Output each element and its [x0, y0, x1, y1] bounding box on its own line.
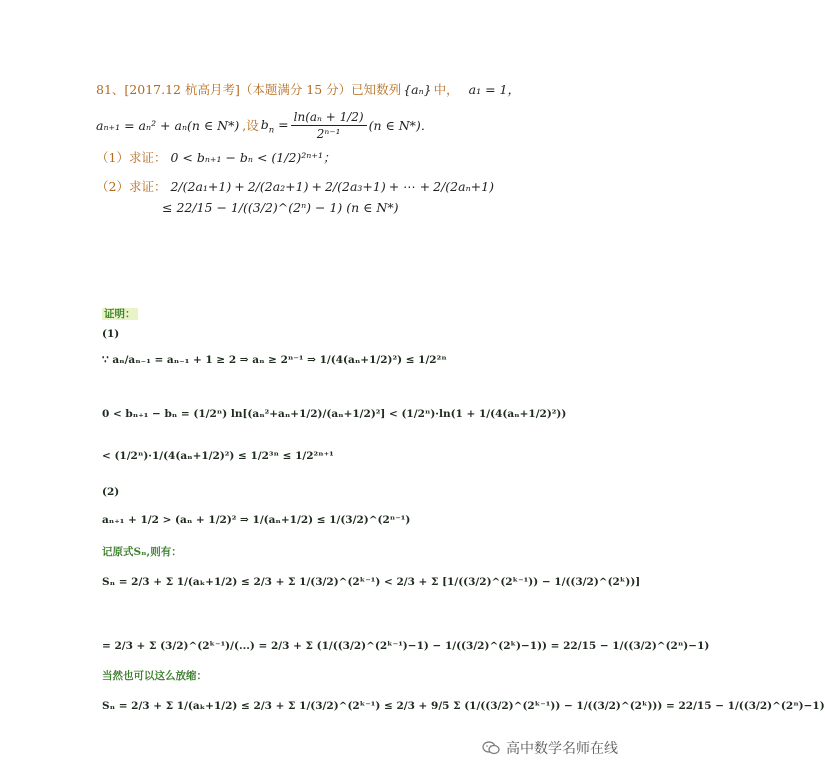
problem-header: 81、[2017.12 杭高月考]（本题满分 15 分）已知数列 [96, 81, 402, 97]
proof-line-1: ∵ aₙ/aₙ₋₁ = aₙ₋₁ + 1 ≥ 2 ⇒ aₙ ≥ 2ⁿ⁻¹ ⇒ 1/(4(aₙ+1/2)²) ≤ 1/2²ⁿ [102, 354, 447, 366]
let-b-label: ,设 [242, 118, 259, 134]
recurrence-formula: aₙ₊₁ = aₙ² + aₙ(n ∈ N*) [96, 118, 240, 134]
part2-term-1: 2/(2a₁+1) [170, 178, 232, 194]
proof-part1-label: (1) [102, 328, 120, 340]
part1-statement: 0 < bₙ₊₁ − bₙ < (1/2)²ⁿ⁺¹； [170, 149, 336, 165]
part2-row: （2）求证： 2/(2a₁+1) + 2/(2a₂+1) + 2/(2a₃+1) + ⋯ + 2/(2aₙ+1) [96, 178, 494, 194]
problem-statement [96, 78, 616, 215]
part2-label: （2）求证： [96, 178, 167, 194]
proof-line-7: = 2/3 + Σ (3/2)^(2ᵏ⁻¹)/(...) = 2/3 + Σ (1/((3/2)^(2ᵏ⁻¹)−1) − 1/((3/2)^(2ᵏ)−1)) = 22/15 − 1/((3/2)^(2ⁿ)−1) [102, 640, 710, 652]
b-definition-fraction [291, 110, 367, 142]
part2-term-n: 2/(2aₙ+1) [433, 178, 494, 194]
proof-part2-label: (2) [102, 486, 120, 498]
wechat-icon [482, 741, 500, 755]
part2-rhs-row [96, 200, 616, 215]
proof-line-9: Sₙ = 2/3 + Σ 1/(aₖ+1/2) ≤ 2/3 + Σ 1/(3/2)^(2ᵏ⁻¹) ≤ 2/3 + 9/5 Σ (1/((3/2)^(2ᵏ⁻¹)) − 1/((3/2)^(2ᵏ))) = 22/15 − 1/((3/2)^(2ⁿ)−1) [102, 700, 825, 712]
proof-title: 证明： [104, 308, 136, 320]
condition-prefix: 中， [433, 81, 459, 97]
proof-line-5: 记原式Sₙ,则有： [102, 546, 182, 558]
problem-header-row [96, 78, 616, 100]
part2-rhs: ≤ 22/15 − 1/((3/2)^(2ⁿ) − 1) (n ∈ N*) [162, 199, 399, 215]
part1-row [96, 150, 616, 165]
proof-line-4: aₙ₊₁ + 1/2 > (aₙ + 1/2)² ⇒ 1/(aₙ+1/2) ≤ 1/(3/2)^(2ⁿ⁻¹) [102, 514, 411, 526]
part1-label: （1）求证： [96, 149, 167, 165]
b-definition-numerator: ln(aₙ + 1/2) [291, 110, 367, 126]
part2-term-2: 2/(2a₂+1) [247, 178, 309, 194]
proof-line-2: 0 < bₙ₊₁ − bₙ = (1/2ⁿ) ln[(aₙ²+aₙ+1/2)/(aₙ+1/2)²] < (1/2ⁿ)·ln(1 + 1/(4(aₙ+1/2)²)) [102, 408, 567, 420]
sequence-symbol: {aₙ} [403, 81, 432, 97]
proof-line-6: Sₙ = 2/3 + Σ 1/(aₖ+1/2) ≤ 2/3 + Σ 1/(3/2)^(2ᵏ⁻¹) < 2/3 + Σ [1/((3/2)^(2ᵏ⁻¹)) − 1/((3/2)^(2ᵏ))] [102, 576, 641, 588]
recurrence-row: aₙ₊₁ = aₙ² + aₙ(n ∈ N*) ,设 $b_n$ = $\frac{\text{ln(aₙ + 1/2)}}{\text{2ⁿ⁻¹}}$ (n ∈ N*)． [96, 110, 434, 142]
b-definition-condition: (n ∈ N*)． [368, 118, 434, 134]
initial-condition: a₁ = 1， [468, 81, 520, 97]
watermark-text: 高中数学名师在线 [506, 741, 618, 757]
part2-term-3: 2/(2a₃+1) [324, 178, 386, 194]
proof-line-3: < (1/2ⁿ)·1/(4(aₙ+1/2)²) ≤ 1/2³ⁿ ≤ 1/2²ⁿ⁺¹ [102, 450, 334, 462]
watermark [482, 738, 618, 758]
b-definition-denominator: 2ⁿ⁻¹ [316, 127, 341, 142]
proof-line-8: 当然也可以这么放缩： [102, 670, 207, 682]
